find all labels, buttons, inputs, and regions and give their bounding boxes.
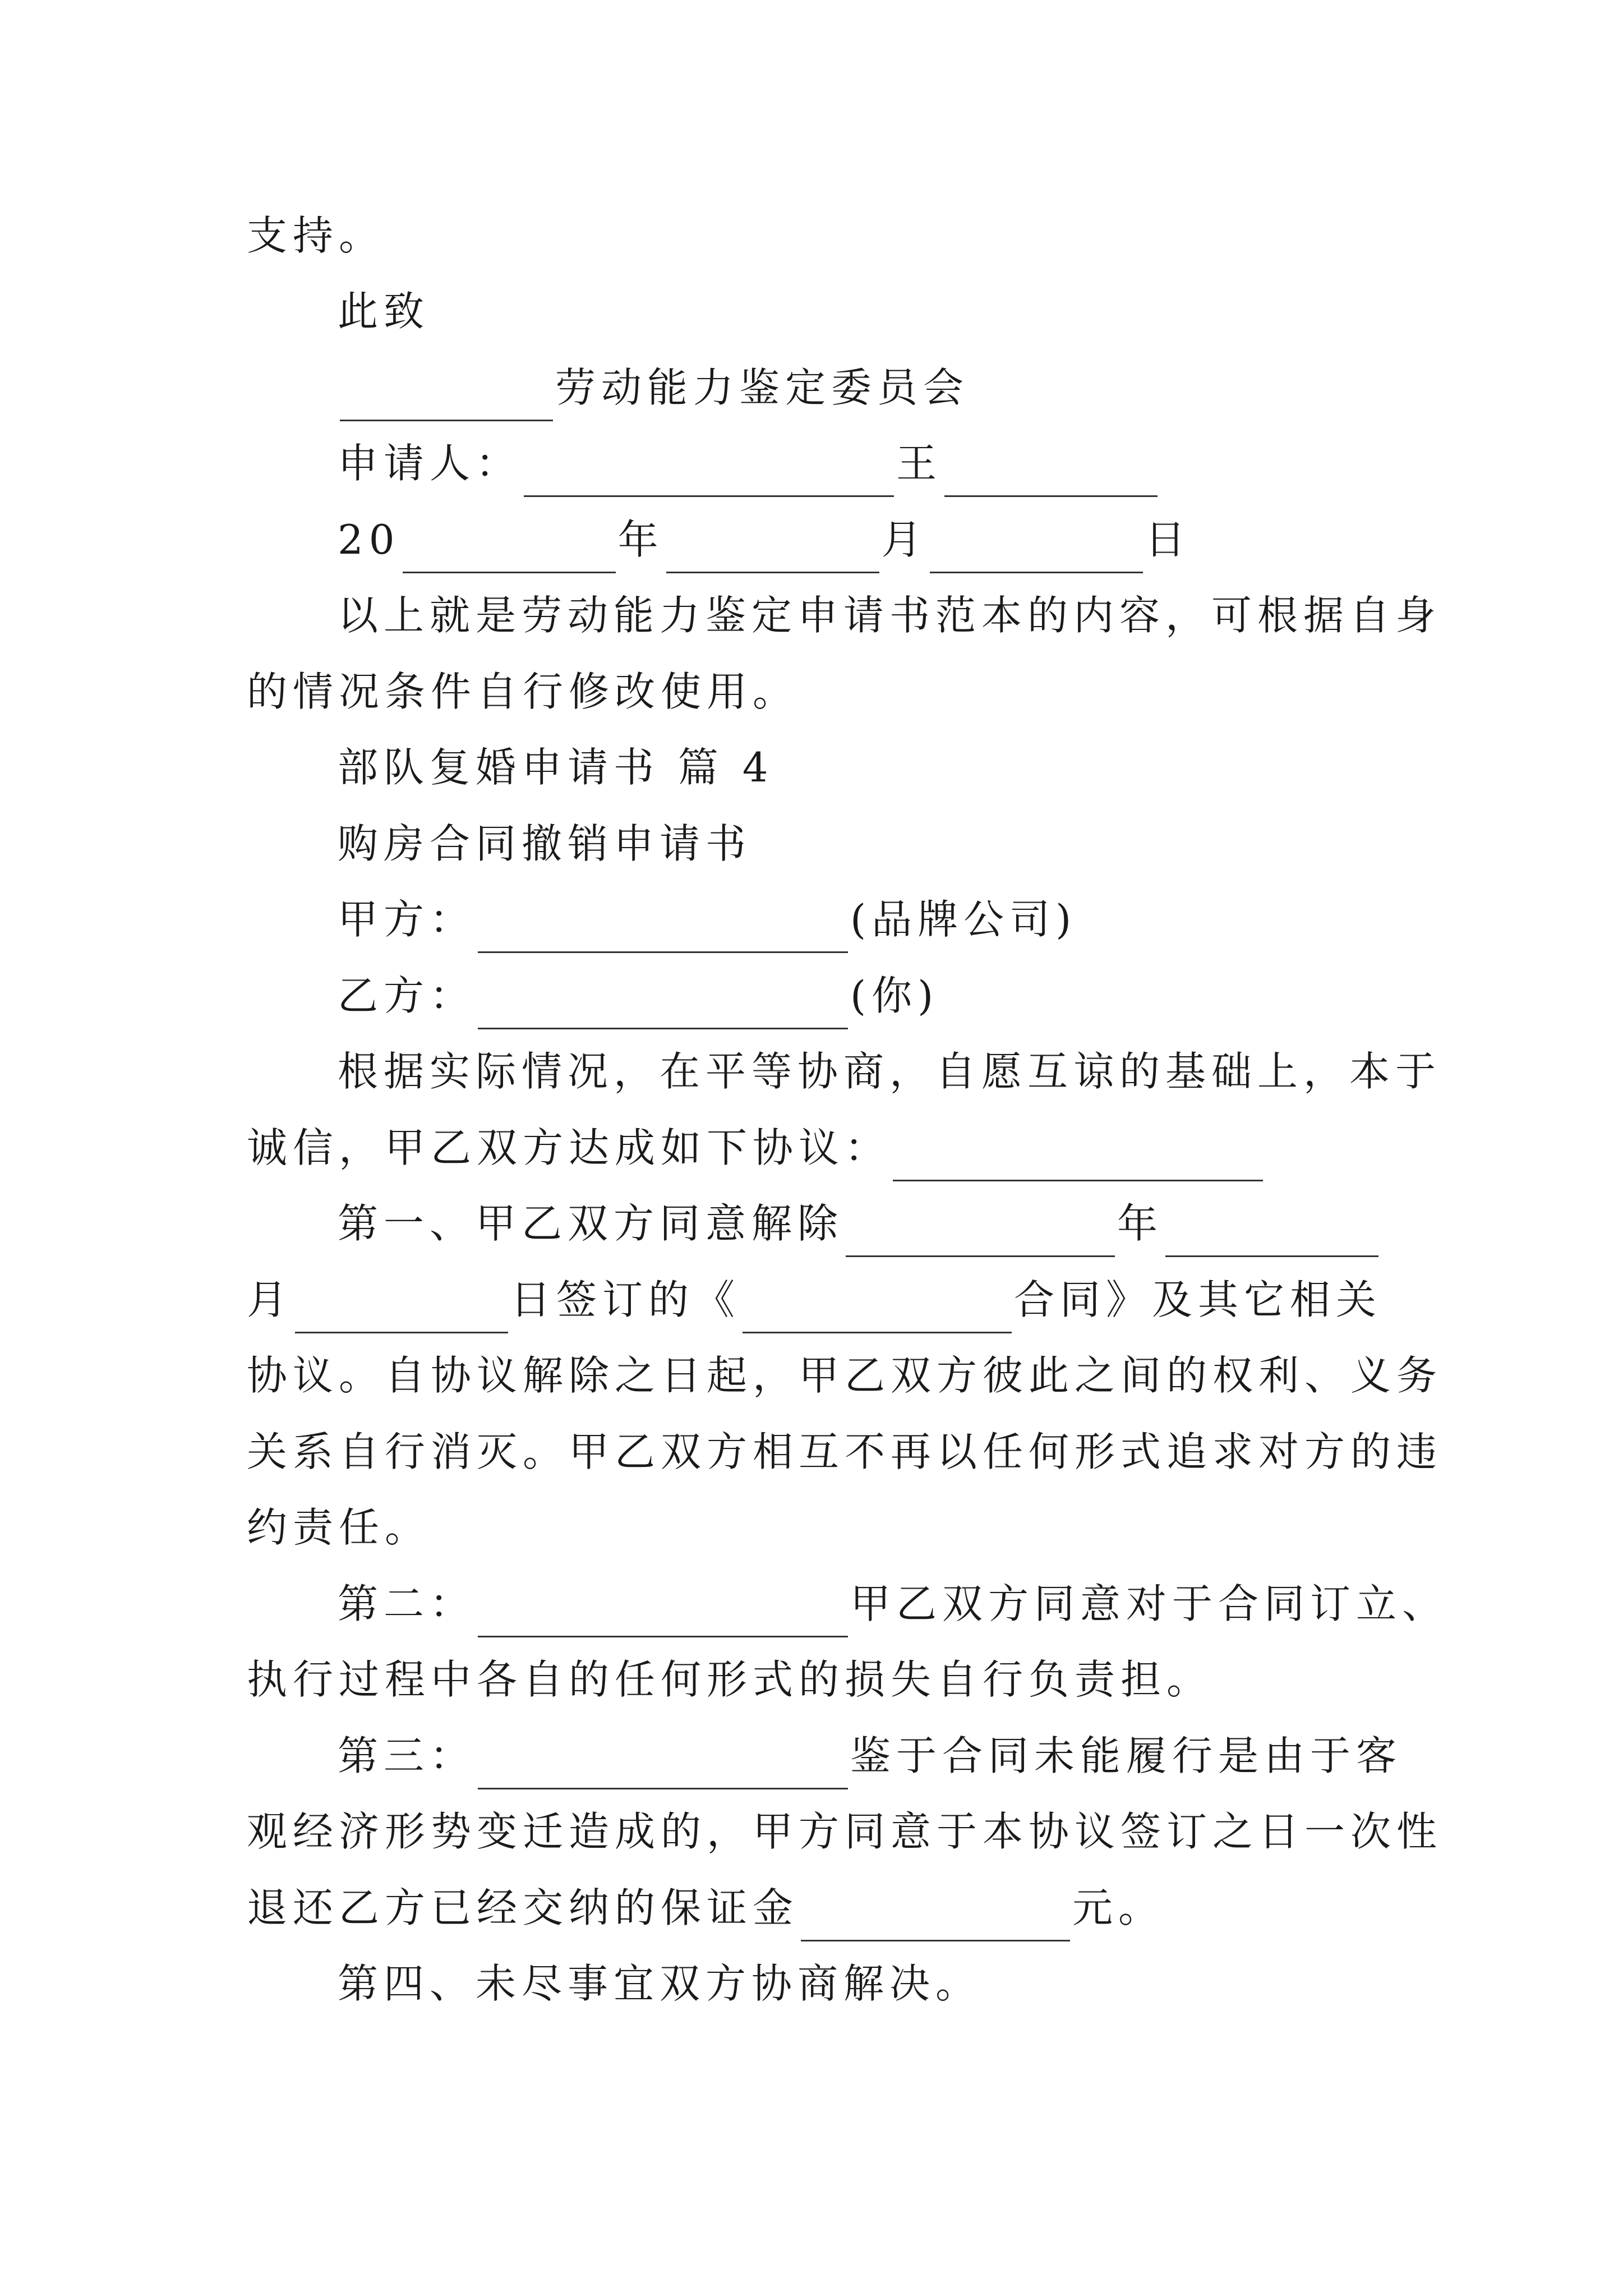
recipient-line: 劳动能力鉴定委员会 (338, 354, 969, 421)
party-a-line: 甲方： (品牌公司) (338, 886, 1077, 953)
blank-underline (666, 521, 879, 573)
blank-underline (743, 1281, 1012, 1333)
text-line-20: 执行过程中各自的任何形式的损失自行负责担。 (247, 1656, 1213, 1703)
clause-3-line: 第三： 鉴于合同未能履行是由于客 (338, 1722, 1402, 1789)
clause-1-cont: 月 日签订的《 合同》及其它相关 (247, 1266, 1382, 1333)
clause-2-line: 第二： 甲乙双方同意对于合同订立、 (338, 1570, 1448, 1637)
blank-underline (930, 521, 1143, 573)
clause-4-line: 第四、未尽事宜双方协商解决。 (338, 1960, 982, 2007)
blank-underline (340, 369, 553, 421)
blank-underline (478, 977, 848, 1029)
text-line-13: 诚信，甲乙双方达成如下协议： (247, 1114, 1265, 1181)
blank-underline (524, 445, 894, 497)
blank-underline (846, 1205, 1115, 1257)
date-line: 20 年 月 日 (338, 506, 1191, 573)
text-line-7: 的情况条件自行修改使用。 (247, 668, 799, 715)
text-line-6: 以上就是劳动能力鉴定申请书范本的内容，可根据自身 (338, 592, 1442, 639)
blank-underline (478, 901, 848, 953)
text-line-12: 根据实际情况，在平等协商，自愿互谅的基础上，本于 (338, 1048, 1442, 1095)
blank-underline (1165, 1205, 1378, 1257)
clause-1-line: 第一、甲乙双方同意解除 年 (338, 1190, 1381, 1257)
party-b-line: 乙方： (你) (338, 962, 939, 1029)
text-line-1: 支持。 (247, 212, 385, 259)
blank-underline (403, 521, 616, 573)
text-line-17: 关系自行消灭。甲乙双方相互不再以任何形式追求对方的违 (247, 1428, 1443, 1475)
blank-underline (893, 1129, 1263, 1181)
blank-underline (944, 445, 1158, 497)
blank-underline (478, 1737, 848, 1789)
document-title: 购房合同撤销申请书 (338, 820, 752, 867)
text-line-2: 此致 (338, 288, 430, 335)
blank-underline (295, 1281, 508, 1333)
section-heading: 部队复婚申请书 篇 4 (338, 744, 774, 791)
blank-underline (801, 1889, 1070, 1941)
deposit-line: 退还乙方已经交纳的保证金 元。 (247, 1874, 1164, 1941)
applicant-line: 申请人： 王 (338, 430, 1160, 497)
text-line-22: 观经济形势变迁造成的，甲方同意于本协议签订之日一次性 (247, 1808, 1443, 1855)
blank-underline (478, 1585, 848, 1637)
text-line-16: 协议。自协议解除之日起，甲乙双方彼此之间的权利、义务 (247, 1352, 1443, 1399)
text-line-18: 约责任。 (247, 1504, 431, 1551)
